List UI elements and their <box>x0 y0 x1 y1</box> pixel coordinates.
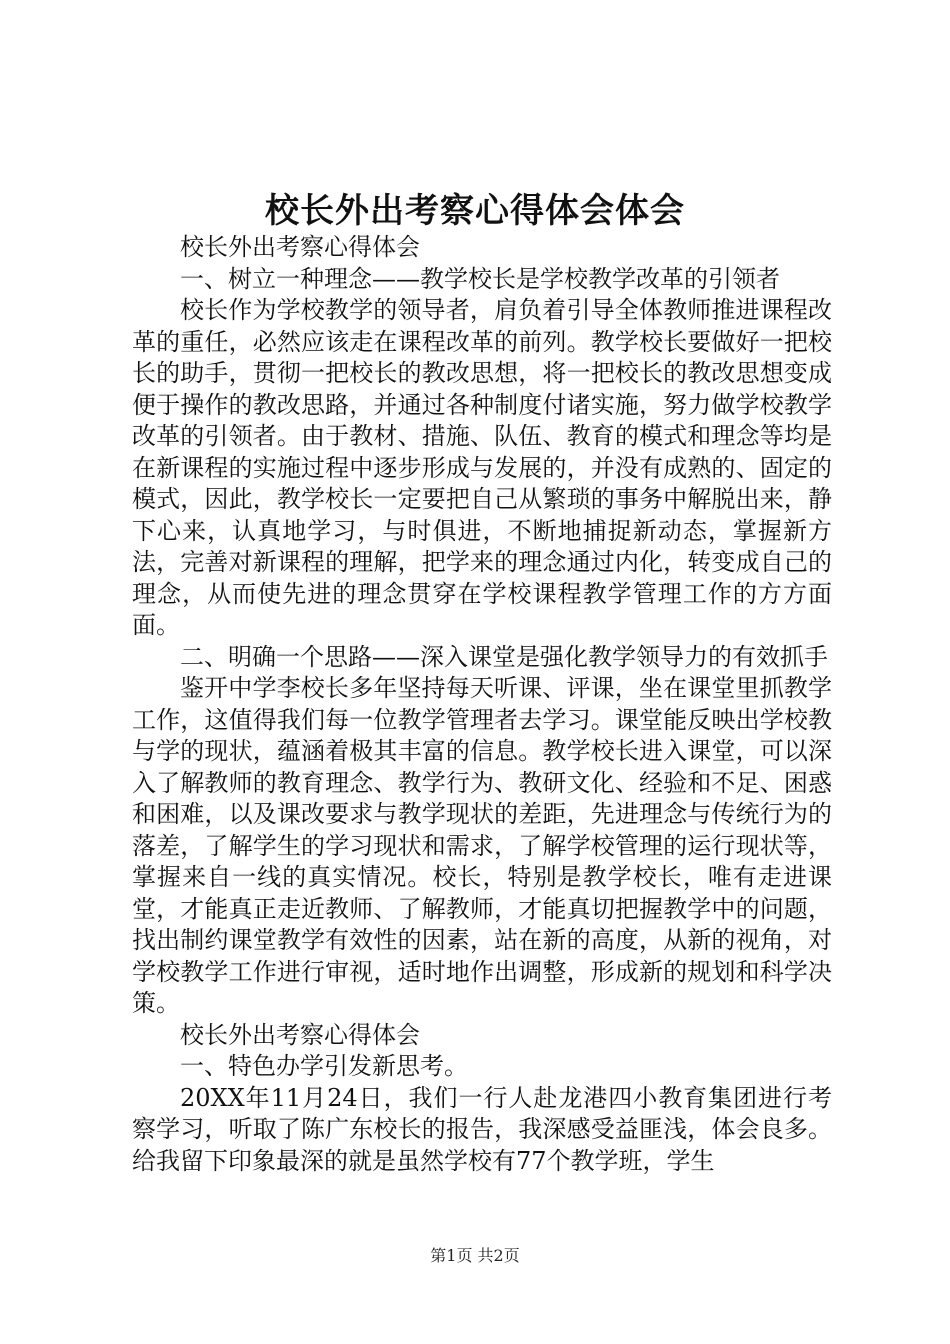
subtitle-paragraph: 校长外出考察心得体会 <box>180 1020 420 1049</box>
page-number-footer: 第1页 共2页 <box>430 1246 520 1265</box>
section-heading-1: 一、树立一种理念——教学校长是学校教学改革的引领者 <box>180 264 780 293</box>
document-title: 校长外出考察心得体会体会 <box>265 191 685 231</box>
subtitle-paragraph: 校长外出考察心得体会 <box>180 233 420 261</box>
section-heading-3: 一、特色办学引发新思考。 <box>180 1052 468 1080</box>
section-heading-2: 二、明确一个思路——深入课堂是强化教学领导力的有效抓手 <box>180 642 828 671</box>
body-paragraph: 鉴开中学李校长多年坚持每天听课、评课，坐在课堂里抓教学工作，这值得我们每一位教学管理者去学习。课堂能反映出学校教与学的现状，蕴涵着极其丰富的信息。教学校长进入课堂，可以深入了解教师的教育理念、教学行为、教研文化、经验和不足、困惑和困难，以及课改要求与教学现状的差距，先进理念与传统行为的落差，了解学生的学习现状和需求，了解学校管理的运行现状等，掌握来自一线的真实情况。校长，特别是教学校长，唯有走进课堂，才能真正走近教师、了解教师，才能真切把握教学中的问题，找出制约课堂教学有效性的因素，站在新的高度，从新的视角，对学校教学工作进行审视，适时地作出调整，形成新的规划和科学决策。 <box>132 674 832 1017</box>
body-paragraph: 校长作为学校教学的领导者，肩负着引导全体教师推进课程改革的重任，必然应该走在课程改革的前列。教学校长要做好一把校长的助手，贯彻一把校长的教改思想，将一把校长的教改思想变成便于操作的教改思路，并通过各种制度付诸实施，努力做学校教学改革的引领者。由于教材、措施、队伍、教育的模式和理念等均是在新课程的实施过程中逐步形成与发展的，并没有成熟的、固定的模式，因此，教学校长一定要把自己从繁琐的事务中解脱出来，静下心来，认真地学习，与时俱进，不断地捕捉新动态，掌握新方法，完善对新课程的理解，把学来的理念通过内化，转变成自己的理念，从而使先进的理念贯穿在学校课程教学管理工作的方方面面。 <box>132 296 832 639</box>
document-body <box>132 232 832 1177</box>
body-paragraph: 20XX年11月24日，我们一行人赴龙港四小教育集团进行考察学习，听取了陈广东校长的报告，我深感受益匪浅，体会良多。给我留下印象最深的就是虽然学校有77个教学班，学生 <box>132 1083 832 1175</box>
